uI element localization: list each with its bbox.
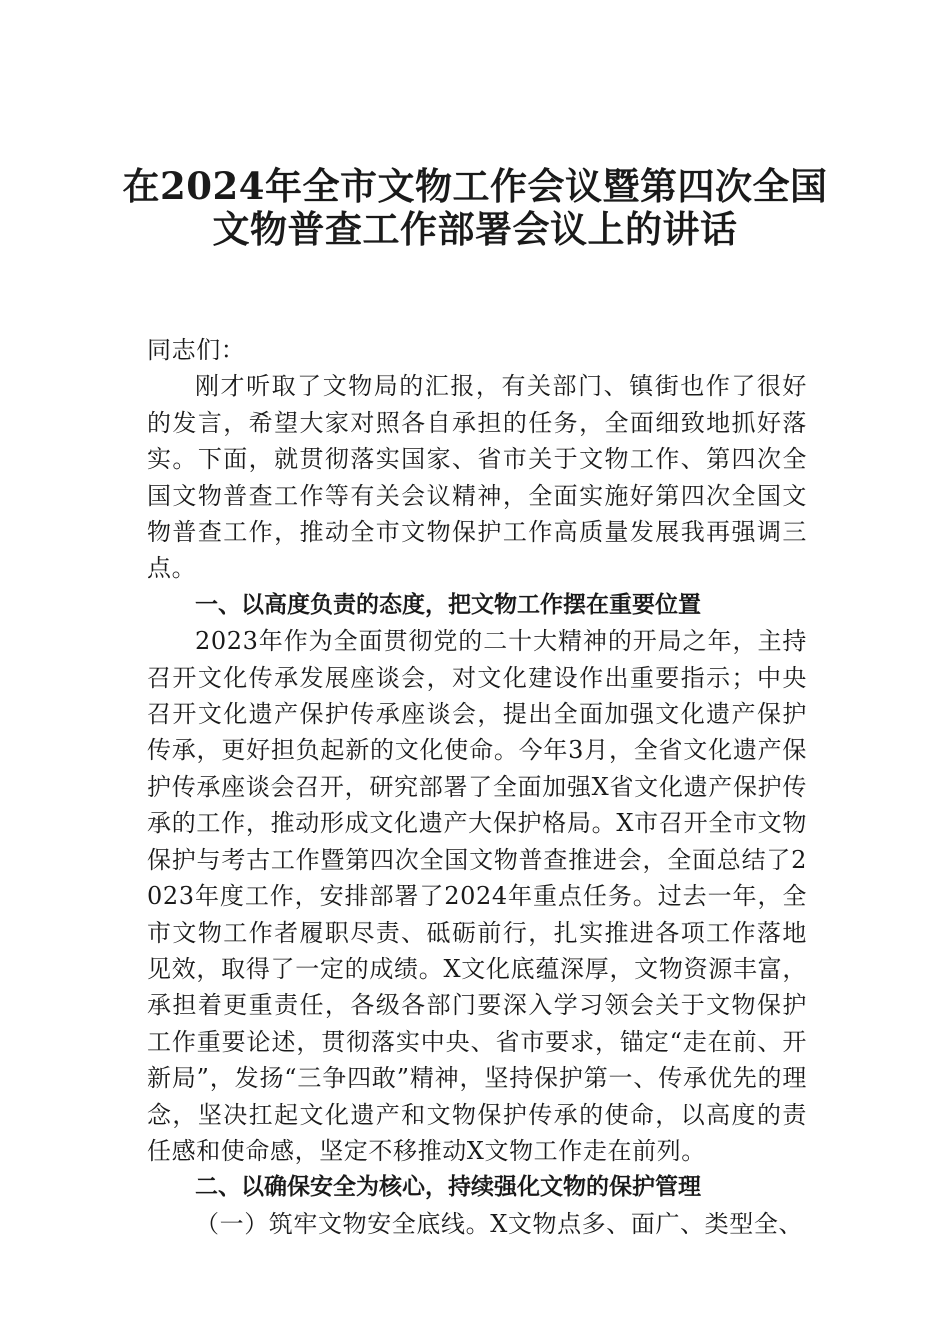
intro-paragraph: 刚才听取了文物局的汇报，有关部门、镇街也作了很好的发言，希望大家对照各自承担的任务，全面细致地抓好落实。下面，就贯彻落实国家、省市关于文物工作、第四次全国文物普查工作等有关会议精神，全面实施好第四次全国文物普查工作，推动全市文物保护工作高质量发展我再强调三点。 [147, 372, 807, 583]
section-2-heading: 二、以确保安全为核心，持续强化文物的保护管理 [195, 1174, 701, 1201]
document-title-line-1: 在2024年全市文物工作会议暨第四次全国 [122, 164, 828, 208]
section-1-heading: 一、以高度负责的态度，把文物工作摆在重要位置 [195, 591, 701, 618]
document-body [147, 332, 807, 1242]
section-2-paragraph-1: （一）筑牢文物安全底线。X文物点多、面广、类型全、 [195, 1209, 804, 1238]
document-title-line-2: 文物普查工作部署会议上的讲话 [212, 207, 738, 251]
section-1-paragraph: 2023年作为全面贯彻党的二十大精神的开局之年，主持召开文化传承发展座谈会，对文化建设作出重要指示；中央召开文化遗产保护传承座谈会，提出全面加强文化遗产保护传承，更好担负起新的文化使命。今年3月，全省文化遗产保护传承座谈会召开，研究部署了全面加强X省文化遗产保护传承的工作，推动形成文化遗产大保护格局。X市召开全市文物保护与考古工作暨第四次全国文物普查推进会，全面总结了2023年度工作，安排部署了2024年重点任务。过去一年，全市文物工作者履职尽责、砥砺前行，扎实推进各项工作落地见效，取得了一定的成绩。X文化底蕴深厚，文物资源丰富，承担着更重责任，各级各部门要深入学习领会关于文物保护工作重要论述，贯彻落实中央、省市要求，锚定“走在前、开新局”，发扬“三争四敢”精神，坚持保护第一、传承优先的理念，坚决扛起文化遗产和文物保护传承的使命，以高度的责任感和使命感，坚定不移推动X文物工作走在前列。 [147, 627, 807, 1165]
salutation: 同志们： [147, 336, 246, 364]
